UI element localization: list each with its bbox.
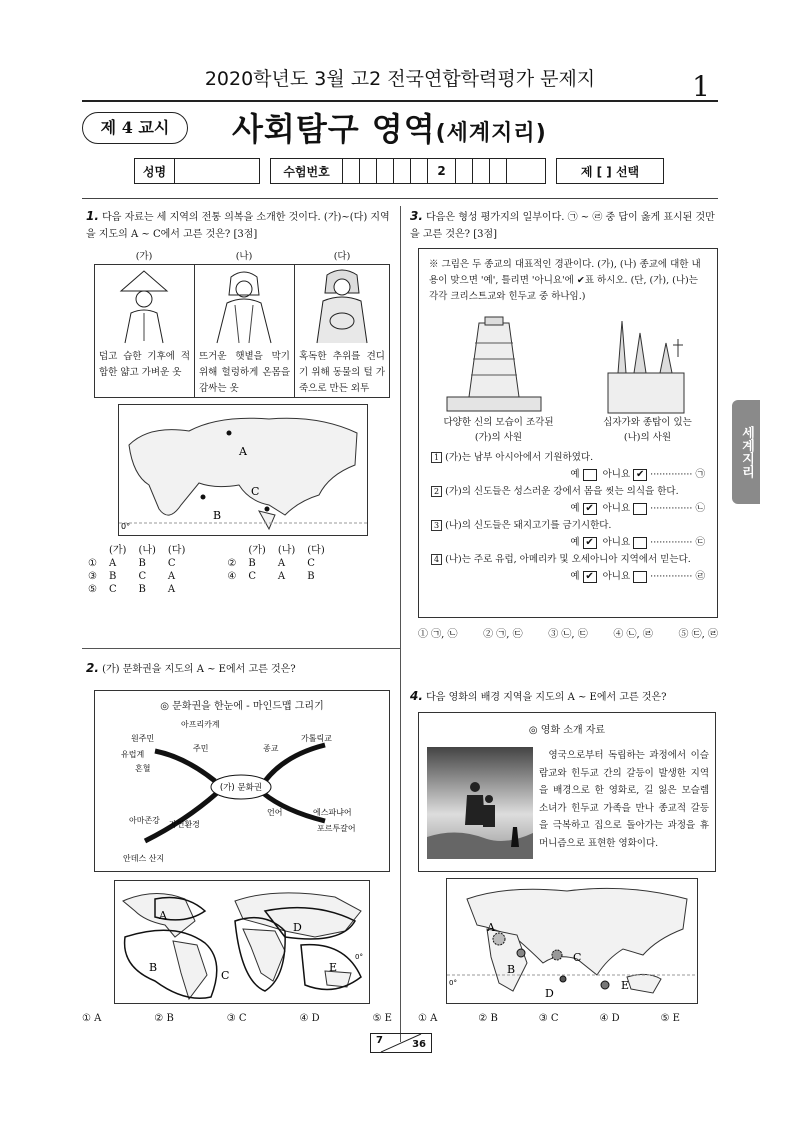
exam-digit-cell[interactable] (377, 159, 394, 183)
q1-opt-val: A (167, 571, 176, 582)
q3-item-num: 1 (431, 452, 442, 463)
q4-map-label-b: B (507, 963, 516, 976)
q1-panel-na (195, 265, 295, 397)
q3-item-answer: 예 ✔ 아니요 ·············· ㉢ (570, 536, 705, 548)
exam-digit-cell[interactable] (490, 159, 507, 183)
q2-box-title: ◎ 문화권을 한눈에 - 마인드맵 그리기 (160, 701, 324, 712)
q3-options (418, 626, 718, 643)
hindu-temple-illustration (439, 313, 549, 415)
q3-option[interactable]: ③ ㉡, ㉢ (548, 629, 588, 640)
q1-options (82, 540, 331, 596)
q3-item (431, 551, 705, 585)
exam-digit-cell[interactable] (343, 159, 360, 183)
q2-option[interactable]: ⑤ E (372, 1013, 392, 1024)
q2-map-label-a: A (159, 909, 167, 922)
q3-option[interactable]: ① ㉠, ㉡ (418, 629, 458, 640)
subject-title (232, 104, 547, 150)
q3-item-mark: ㉠ (695, 469, 705, 480)
q3-caption-b: 십자가와 종탑이 있는 (나)의 사원 (603, 417, 692, 443)
subject-side-tab: 세계지리 (732, 400, 760, 504)
page-number: 1 (692, 70, 710, 103)
q1-opt-val: A (167, 584, 176, 595)
q1-map-label-c: C (251, 485, 260, 498)
eurasia-map (119, 405, 367, 535)
q3-worksheet-box (418, 248, 718, 618)
q1-opt-val: C (167, 558, 176, 569)
mindmap-branch-residents: 주민 (193, 744, 209, 753)
q3-option[interactable]: ④ ㉡, ㉣ (613, 629, 653, 640)
exam-digit-cell[interactable] (394, 159, 411, 183)
q2-option[interactable]: ② B (154, 1013, 174, 1024)
no-checkbox[interactable] (633, 503, 647, 515)
q2-map-label-c: C (221, 969, 230, 982)
q1-opt-header: (나) (277, 545, 296, 556)
q3-temples (419, 313, 717, 415)
exam-digit-fixed: 2 (428, 159, 456, 183)
q1-map-label-b: B (213, 509, 222, 522)
q3-item-text: (가)의 신도들은 성스러운 강에서 몸을 씻는 의식을 한다. (445, 486, 679, 497)
no-label: 아니요 (602, 503, 631, 514)
q2-equator-label: 0° (355, 953, 363, 961)
q4-movie-box (418, 712, 716, 872)
q4-option[interactable]: ③ C (538, 1013, 559, 1024)
q1-map (118, 404, 368, 536)
cathedral-illustration (588, 313, 698, 415)
q1-opt-val: C (138, 571, 147, 582)
q4-option[interactable]: ① A (418, 1013, 438, 1024)
choice-label: 제 [ ] 선택 (580, 164, 640, 179)
q3-items (419, 445, 717, 585)
name-field (134, 158, 260, 184)
q1-caption-na: 뜨거운 햇볕을 막기 위해 헐렁하게 온몸을 감싸는 옷 (199, 351, 290, 394)
q3-item-answer: 예 ✔ 아니요 ·············· ㉣ (570, 570, 705, 582)
q3-item-text: (나)의 신도들은 돼지고기를 금기시한다. (445, 520, 612, 531)
q4-map-label-d: D (545, 987, 554, 1000)
yes-label: 예 (570, 503, 580, 514)
exam-digit-cell[interactable] (507, 159, 545, 183)
q1-opt-val: B (248, 558, 256, 569)
q1-stem (86, 208, 392, 243)
q3-text: 다음은 형성 평가지의 일부이다. ㉠ ~ ㉣ 중 답이 옳게 표시된 것만을 고른 것은? [3점] (410, 212, 715, 240)
exam-digit-cell[interactable] (360, 159, 377, 183)
q3-item (431, 483, 705, 517)
q1-opt-val: C (248, 571, 256, 582)
q3-item-num: 3 (431, 520, 442, 531)
mindmap-branch-religion: 종교 (263, 744, 279, 753)
header-rule (82, 100, 718, 102)
yes-checkbox[interactable]: ✔ (583, 503, 597, 515)
mindmap-leaf: 안데스 산지 (123, 854, 165, 863)
mindmap-leaf: 혼혈 (135, 764, 151, 773)
q3-item-answer: 예 ✔ 아니요 ·············· ㉡ (570, 502, 705, 514)
mindmap-leaf: 유럽계 (121, 750, 145, 759)
q1-clothing-box (94, 264, 390, 398)
q2-map-label-d: D (293, 921, 302, 934)
q4-option[interactable]: ④ D (599, 1013, 620, 1024)
q1-opt-num[interactable]: ② (227, 558, 237, 569)
mindmap-leaf: 가톨릭교 (301, 734, 332, 743)
q3-item-mark: ㉡ (695, 503, 705, 514)
q1-opt-num[interactable]: ③ (88, 571, 97, 582)
q4-description: 영국으로부터 독립하는 과정에서 이슬람교와 힌두교 간의 갈등이 발생한 지역을 배경으로 한 영화로, 길 잃은 모슬렘 소녀가 힌두교 가족을 만나 종교적 갈등을 극복하고 집으로 돌아가는 과정을 휴머니즘으로 표현한 영화이다. (539, 750, 709, 849)
q3-stem (410, 208, 720, 243)
name-label: 성명 (135, 159, 175, 183)
mindmap-branch-language: 언어 (267, 808, 283, 817)
choice-field (556, 158, 664, 184)
mindmap-center: (가) 문화권 (219, 783, 263, 793)
q3-item (431, 449, 705, 483)
header-rule-2 (82, 198, 718, 199)
q1-labels (94, 248, 390, 262)
column-divider (400, 206, 401, 1042)
q1-equator-label: 0° (121, 522, 131, 531)
person-conical-hat-illustration (95, 265, 193, 345)
q1-opt-val: B (307, 571, 315, 582)
q2-option[interactable]: ① A (82, 1013, 102, 1024)
q1-text: 다음 자료는 세 지역의 전통 의복을 소개한 것이다. (가)~(다) 지역을 지도의 A ~ C에서 고른 것은? [3점] (86, 212, 390, 240)
q1-opt-header: (가) (108, 545, 127, 556)
mindmap-branch-nature: 자연환경 (169, 820, 200, 829)
q2-stem (86, 660, 392, 678)
exam-number-field (270, 158, 546, 184)
q4-equator-label: 0° (449, 979, 457, 987)
q1-map-label-a: A (239, 445, 247, 458)
q1-caption-da: 혹독한 추위를 견디기 위해 동물의 털 가죽으로 만든 외투 (299, 351, 385, 394)
q4-map-label-e: E (621, 979, 630, 992)
q1-opt-num[interactable]: ④ (227, 571, 237, 582)
question-divider (82, 648, 400, 649)
exam-digit-cell[interactable] (456, 159, 473, 183)
q3-item-mark: ㉢ (695, 537, 705, 548)
q2-text: (가) 문화권을 지도의 A ~ E에서 고른 것은? (102, 664, 296, 675)
q2-option[interactable]: ④ D (299, 1013, 320, 1024)
person-robe-illustration (195, 265, 293, 345)
name-blank[interactable] (175, 159, 259, 183)
q1-opt-val: C (108, 584, 117, 595)
world-map-asia (447, 879, 697, 1003)
q1-number: 1. (86, 209, 99, 223)
world-map-americas (115, 881, 369, 1003)
q4-map (446, 878, 698, 1004)
no-label: 아니요 (602, 469, 631, 480)
q1-opt-val: A (277, 571, 286, 582)
q4-map-label-a: A (487, 921, 495, 934)
page-counter (370, 1033, 432, 1053)
q2-map-label-b: B (149, 961, 158, 974)
q1-option-row[interactable] (82, 557, 331, 570)
exam-number-label: 수험번호 (271, 159, 343, 183)
exam-digit-cell[interactable] (411, 159, 428, 183)
no-label: 아니요 (602, 571, 631, 582)
q1-opt-num[interactable]: ① (88, 558, 97, 569)
mindmap-leaf: 아마존강 (129, 816, 160, 825)
yes-label: 예 (570, 469, 580, 480)
q3-caption-a: 다양한 신의 모습이 조각된 (가)의 사원 (443, 417, 554, 443)
q4-options (418, 1010, 680, 1027)
exam-title: 2020학년도 3월 고2 전국연합학력평가 문제지 (204, 68, 596, 90)
q3-item-text: (가)는 남부 아시아에서 기원하였다. (445, 452, 594, 463)
subject-main: 사회탐구 영역 (232, 110, 436, 148)
q1-label-na: (나) (235, 251, 253, 262)
no-checkbox[interactable]: ✔ (633, 469, 647, 481)
mindmap-leaf: 아프리카계 (181, 720, 220, 729)
q1-label-ga: (가) (135, 251, 153, 262)
q2-option[interactable]: ③ C (226, 1013, 247, 1024)
page-total: 36 (412, 1039, 426, 1050)
q3-number: 3. (410, 209, 423, 223)
q2-mindmap-box (94, 690, 390, 872)
q3-item-num: 4 (431, 554, 442, 565)
q2-map-label-e: E (329, 961, 338, 974)
q2-options (82, 1010, 392, 1027)
no-checkbox[interactable] (633, 571, 647, 583)
q1-option-row[interactable] (82, 570, 331, 583)
movie-still-illustration (427, 747, 533, 859)
q2-map (114, 880, 370, 1004)
q1-opt-header: (다) (307, 545, 325, 556)
q1-opt-header: (다) (167, 545, 186, 556)
q3-item (431, 517, 705, 551)
q1-opt-val: B (108, 571, 117, 582)
q2-number: 2. (86, 661, 99, 675)
q1-opt-header: (나) (138, 545, 156, 556)
q1-opt-val: A (108, 558, 117, 569)
no-label: 아니요 (602, 537, 631, 548)
yes-label: 예 (570, 537, 580, 548)
q4-option[interactable]: ② B (478, 1013, 498, 1024)
yes-label: 예 (570, 571, 580, 582)
q1-caption-ga: 덥고 습한 기후에 적합한 얇고 가벼운 옷 (99, 351, 190, 378)
yes-checkbox[interactable] (583, 469, 597, 481)
yes-checkbox[interactable]: ✔ (583, 571, 597, 583)
q3-item-answer: 예 아니요 ✔ ·············· ㉠ (570, 468, 705, 480)
q1-panel-da (295, 265, 389, 397)
q3-item-mark: ㉣ (695, 571, 705, 582)
q1-label-da: (다) (333, 251, 351, 262)
q3-option[interactable]: ② ㉠, ㉢ (483, 629, 523, 640)
no-checkbox[interactable] (633, 537, 647, 549)
q4-map-label-c: C (573, 951, 582, 964)
mindmap-diagram (95, 711, 389, 869)
mindmap-leaf: 에스파냐어 (313, 808, 352, 817)
mindmap-leaf: 포르투갈어 (317, 824, 356, 833)
q1-opt-val: B (138, 558, 146, 569)
q3-item-num: 2 (431, 486, 442, 497)
person-fur-coat-illustration (295, 265, 389, 345)
yes-checkbox[interactable]: ✔ (583, 537, 597, 549)
q4-text: 다음 영화의 배경 지역을 지도의 A ~ E에서 고른 것은? (426, 692, 667, 703)
q3-note: ※ 그림은 두 종교의 대표적인 경관이다. (가), (나) 종교에 대한 내용이 맞으면 '예', 틀리면 '아니요'에 ✔표 하시오. (단, (가), (나)는 각각 크리스트교와 힌두교 중 하나임.) (429, 259, 701, 302)
q3-option[interactable]: ⑤ ㉢, ㉣ (678, 629, 718, 640)
q1-opt-num[interactable]: ⑤ (88, 584, 97, 595)
mindmap-leaf: 원주민 (131, 734, 155, 743)
q3-item-text: (나)는 주로 유럽, 아메리카 및 오세아니아 지역에서 믿는다. (445, 554, 691, 565)
q4-stem (410, 688, 720, 706)
q3-captions (419, 415, 717, 445)
session-badge: 제 4 교시 (82, 112, 188, 144)
page-current: 7 (376, 1035, 383, 1046)
q1-option-row[interactable] (82, 583, 331, 596)
q1-panel-ga (95, 265, 195, 397)
q1-opt-val: C (307, 558, 315, 569)
q1-opt-val: B (138, 584, 146, 595)
q1-opt-val: A (277, 558, 286, 569)
q1-opt-header: (가) (248, 545, 266, 556)
q4-box-title: ◎ 영화 소개 자료 (528, 725, 606, 736)
exam-digit-cell[interactable] (473, 159, 490, 183)
q4-option[interactable]: ⑤ E (660, 1013, 680, 1024)
q4-number: 4. (410, 689, 423, 703)
subject-sub: (세계지리) (435, 121, 547, 146)
